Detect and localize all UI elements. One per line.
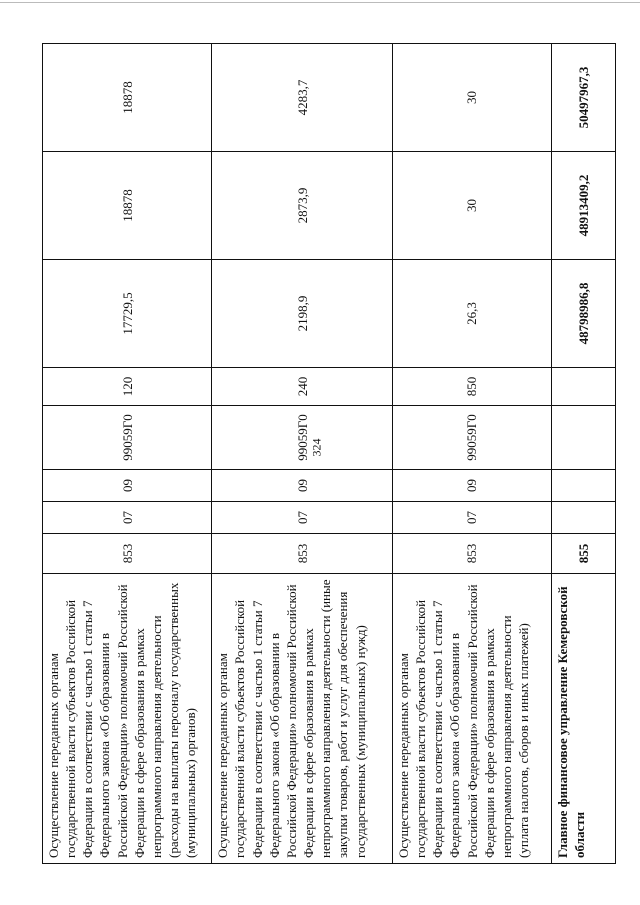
section-code: [552, 502, 616, 534]
table-row: [43, 44, 212, 864]
top-rule: [0, 2, 640, 3]
row-description: Осуществление переданных органам государственной власти субъектов Российской Федерации в соответствии с частью 1 статьи 7 Федерального закона «Об образовании в Российской Федерации» полномочий Российской Федерации в сфере образования в рамках непрограммного направления деятельности (уплата налогов, сборов и иных платежей): [392, 574, 551, 864]
ministry-code: 853: [212, 534, 393, 574]
table-row: [212, 44, 393, 864]
amount-year-1: 2198,9: [212, 260, 393, 368]
expense-type-code: 240: [212, 368, 393, 406]
section-code: 07: [392, 502, 551, 534]
target-article-code: 99059Г0: [212, 406, 393, 470]
ministry-code: 853: [392, 534, 551, 574]
rotated-table-wrapper: [42, 44, 616, 864]
subsection-code: 09: [392, 470, 551, 502]
row-description: Осуществление переданных органам государственной власти субъектов Российской Федерации в соответствии с частью 1 статьи 7 Федерального закона «Об образовании в Российской Федерации» полномочий Российской Федерации в сфере образования в рамках непрограммного направления деятельности (расходы на выплаты персоналу государственных (муниципальных) органов): [43, 574, 212, 864]
amount-year-2: 2873,9: [212, 152, 393, 260]
amount-year-1: 26,3: [392, 260, 551, 368]
row-description: Главное финансовое управление Кемеровской области: [552, 574, 616, 864]
section-code: 07: [43, 502, 212, 534]
amount-year-1: 48798986,8: [552, 260, 616, 368]
target-article-code: 99059Г0: [43, 406, 212, 470]
page-number: 324: [309, 438, 324, 457]
ministry-code: 853: [43, 534, 212, 574]
target-article-code: 99059Г0: [392, 406, 551, 470]
subsection-code: [552, 470, 616, 502]
subsection-code: 09: [212, 470, 393, 502]
expense-type-code: 120: [43, 368, 212, 406]
expense-type-code: 850: [392, 368, 551, 406]
table-row: [392, 44, 551, 864]
subsection-code: 09: [43, 470, 212, 502]
table-row-total: [552, 44, 616, 864]
amount-year-2: 18878: [43, 152, 212, 260]
amount-year-3: 18878: [43, 44, 212, 152]
amount-year-2: 48913409,2: [552, 152, 616, 260]
amount-year-3: 50497967,3: [552, 44, 616, 152]
amount-year-1: 17729,5: [43, 260, 212, 368]
section-code: 07: [212, 502, 393, 534]
target-article-code: [552, 406, 616, 470]
ministry-code: 855: [552, 534, 616, 574]
row-description: Осуществление переданных органам государственной власти субъектов Российской Федерации в соответствии с частью 1 статьи 7 Федерального закона «Об образовании в Российской Федерации» полномочий Российской Федерации в сфере образования в рамках непрограммного направления деятельности (иные закупки товаров, работ и услуг для обеспечения государственных (муниципальных) нужд): [212, 574, 393, 864]
amount-year-3: 4283,7: [212, 44, 393, 152]
amount-year-3: 30: [392, 44, 551, 152]
expense-type-code: [552, 368, 616, 406]
amount-year-2: 30: [392, 152, 551, 260]
budget-table: [42, 43, 616, 864]
